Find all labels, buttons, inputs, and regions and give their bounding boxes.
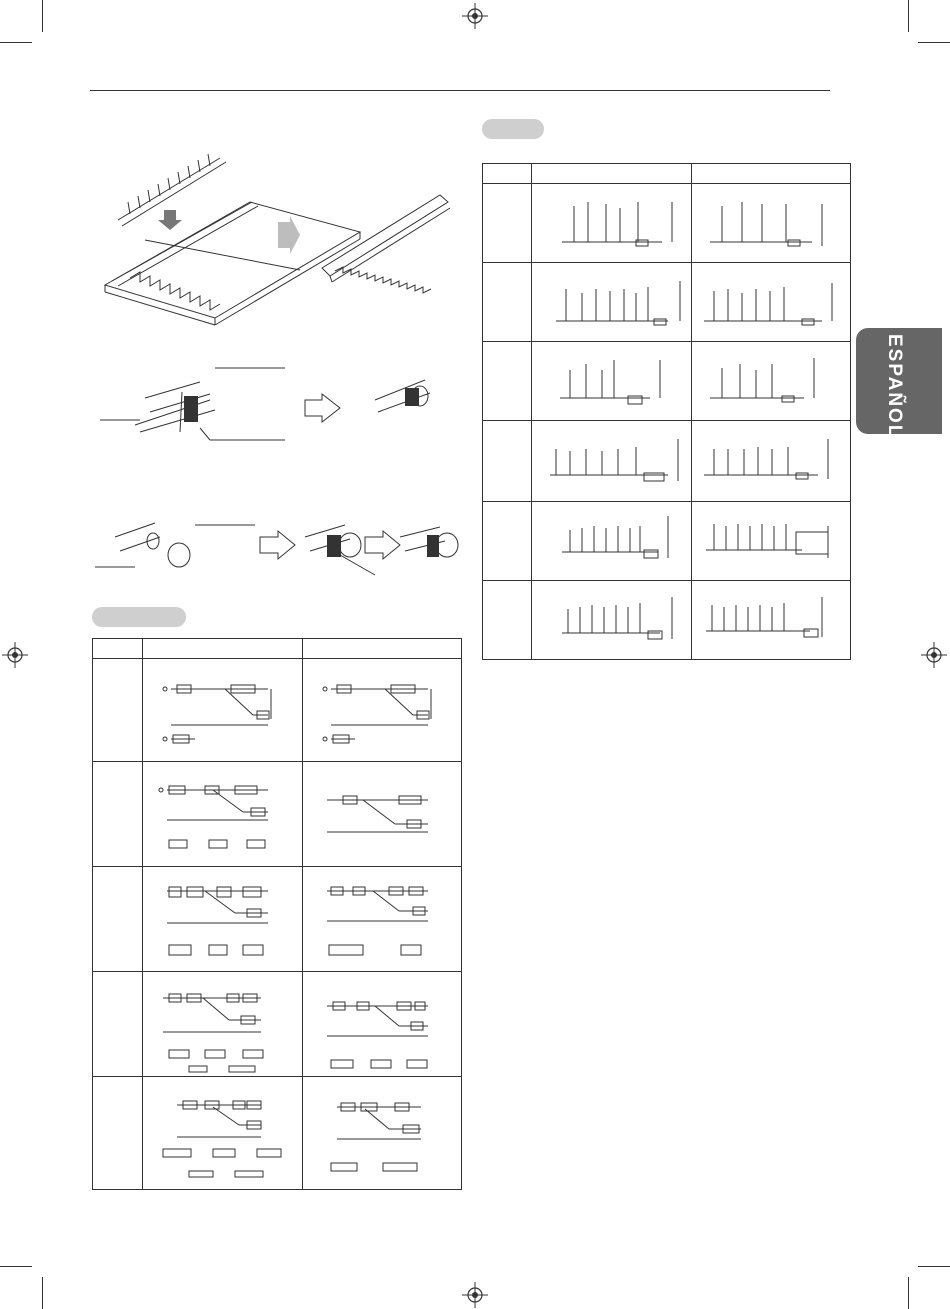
branch-diagram [143, 972, 302, 1076]
tape-wrap-joint-illustration [100, 360, 460, 460]
right-table-cell [532, 502, 692, 581]
left-table-cell [303, 762, 462, 867]
right-table-row-label [483, 184, 532, 263]
right-table-header-model [483, 164, 532, 184]
crop-mark-tl-h [0, 42, 32, 43]
registration-mark-bottom [462, 1282, 488, 1308]
header-diagram [692, 502, 850, 580]
left-table-cell [303, 1077, 462, 1190]
left-table-cell [143, 762, 303, 867]
header-diagram [532, 263, 691, 341]
right-table-cell [692, 342, 851, 421]
left-branch-table [92, 638, 462, 1190]
left-table-row-label [93, 659, 143, 762]
left-table-row-label [93, 1077, 143, 1190]
header-diagram [692, 263, 850, 341]
branch-diagram [143, 659, 302, 761]
left-table-cell [143, 972, 303, 1077]
right-table-cell [692, 581, 851, 660]
header-pipe-insulation-illustration [100, 140, 460, 330]
right-table-header-col1 [532, 164, 692, 184]
left-table-row-label [93, 762, 143, 867]
cap-tape-joint-illustration [95, 515, 460, 585]
header-diagram [532, 502, 691, 580]
left-table-cell [303, 972, 462, 1077]
right-table-row-label [483, 502, 532, 581]
crop-mark-tr-v [908, 0, 909, 32]
crop-mark-br-v [908, 1277, 909, 1309]
right-table-cell [532, 184, 692, 263]
header-diagram [692, 184, 850, 262]
right-table-row-label [483, 342, 532, 421]
right-table-cell [532, 581, 692, 660]
right-section-pill [482, 119, 544, 139]
branch-diagram [143, 1077, 302, 1189]
right-table-row-label [483, 581, 532, 660]
header-diagram [532, 581, 691, 659]
crop-mark-br-h [918, 1266, 950, 1267]
left-table-cell [143, 659, 303, 762]
right-table-cell [532, 342, 692, 421]
right-table-cell [692, 502, 851, 581]
branch-diagram [303, 867, 461, 971]
left-table-row-label [93, 972, 143, 1077]
left-table-header-col2 [303, 639, 462, 659]
registration-mark-right [921, 642, 947, 668]
right-table-cell [532, 263, 692, 342]
language-tab-label: ESPAÑOL [884, 334, 905, 439]
left-table-header-col1 [143, 639, 303, 659]
crop-mark-bl-v [42, 1277, 43, 1309]
language-tab [856, 328, 942, 439]
right-table-cell [532, 421, 692, 502]
left-table-row-label [93, 867, 143, 972]
crop-mark-bl-h [0, 1266, 32, 1267]
left-table-cell [303, 867, 462, 972]
right-table-cell [692, 263, 851, 342]
right-table-cell [692, 421, 851, 502]
left-table-header-model [93, 639, 143, 659]
branch-diagram [303, 972, 461, 1076]
branch-diagram [143, 762, 302, 866]
right-table-header-col2 [692, 164, 851, 184]
header-diagram [692, 342, 850, 420]
left-table-cell [143, 867, 303, 972]
branch-diagram [143, 867, 302, 971]
header-diagram [532, 184, 691, 262]
header-diagram [532, 342, 691, 420]
branch-diagram [303, 762, 461, 866]
left-section-pill [92, 607, 186, 627]
branch-diagram [303, 659, 461, 761]
header-diagram [532, 421, 691, 501]
crop-mark-tr-h [918, 42, 950, 43]
header-diagram [692, 421, 850, 501]
crop-mark-tl-v [42, 0, 43, 32]
branch-diagram [303, 1077, 461, 1189]
right-table-row-label [483, 263, 532, 342]
left-table-cell [303, 659, 462, 762]
right-header-table [482, 163, 851, 660]
right-table-cell [692, 184, 851, 263]
header-rule [90, 90, 830, 91]
registration-mark-top [462, 3, 488, 29]
header-diagram [692, 581, 850, 659]
right-table-row-label [483, 421, 532, 502]
left-table-cell [143, 1077, 303, 1190]
registration-mark-left [2, 642, 28, 668]
